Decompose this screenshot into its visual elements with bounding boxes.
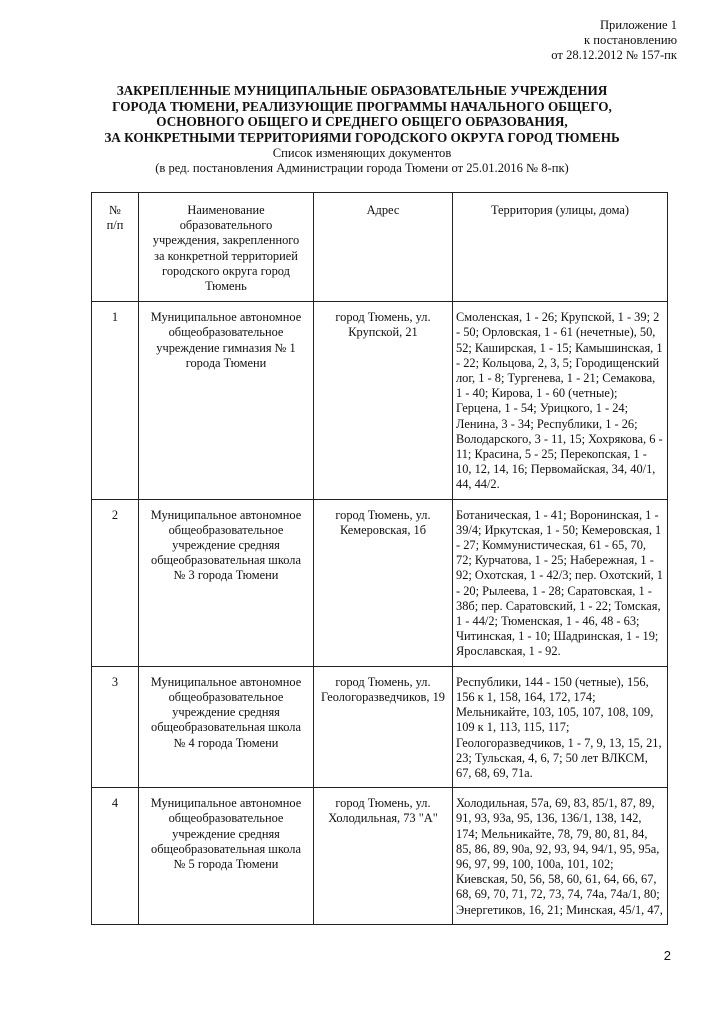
table-header-row (92, 193, 668, 302)
attachment-reference (551, 18, 677, 63)
row-address: город Тюмень, ул. Кемеровская, 1б (314, 499, 453, 666)
row-territory: Смоленская, 1 - 26; Крупской, 1 - 39; 2 - 50; Орловская, 1 - 61 (нечетные), 50, 52; Каширская, 1 - 15; Камышинская, 1 - 22; Кольцова, 2, 3, 5; Городищенский лог, 1 - 8; Тургенева, 1 - 21; Семакова, 1 - 40; Кирова, 1 - 60 (четные); Герцена, 1 - 54; Урицкого, 1 - 24; Ленина, 3 - 34; Республики, 1 - 26; Володарского, 3 - 11, 15; Хохрякова, 6 - 11; Красина, 5 - 25; Перекопская, 1 - 10, 12, 14, 16; Первомайская, 34, 40/1, 44, 44/2. (453, 302, 668, 499)
attachment-line-3: от 28.12.2012 № 157-пк (551, 48, 677, 62)
document-subtitle (0, 146, 724, 176)
title-line-2: ГОРОДА ТЮМЕНИ, РЕАЛИЗУЮЩИЕ ПРОГРАММЫ НАЧАЛЬНОГО ОБЩЕГО, (112, 98, 612, 114)
subtitle-line-2: (в ред. постановления Администрации города Тюмени от 25.01.2016 № 8-пк) (155, 161, 569, 175)
header-territory: Территория (улицы, дома) (453, 193, 668, 302)
row-num: 2 (92, 499, 139, 666)
row-name: Муниципальное автономное общеобразовательное учреждение гимназия № 1 города Тюмени (139, 302, 314, 499)
row-name: Муниципальное автономное общеобразовательное учреждение средняя общеобразовательная школа № 5 города Тюмени (139, 788, 314, 925)
header-num: № п/п (92, 193, 139, 302)
row-num: 1 (92, 302, 139, 499)
table-row (92, 499, 668, 666)
attachment-line-1: Приложение 1 (599, 18, 677, 32)
table-row (92, 302, 668, 499)
row-num: 4 (92, 788, 139, 925)
row-address: город Тюмень, ул. Холодильная, 73 "А" (314, 788, 453, 925)
row-name: Муниципальное автономное общеобразовательное учреждение средняя общеобразовательная школа № 4 города Тюмени (139, 666, 314, 787)
row-territory: Республики, 144 - 150 (четные), 156, 156 к 1, 158, 164, 172, 174; Мельникайте, 103, 105, 107, 108, 109, 109 к 1, 113, 115, 117; Геологоразведчиков, 1 - 7, 9, 13, 15, 21, 23; Тульская, 4, 6, 7; 50 лет ВЛКСМ, 67, 68, 69, 71а. (453, 666, 668, 787)
header-name: Наименование образовательного учреждения, закрепленного за конкретной территорией городского округа город Тюмень (139, 193, 314, 302)
title-line-4: ЗА КОНКРЕТНЫМИ ТЕРРИТОРИЯМИ ГОРОДСКОГО ОКРУГА ГОРОД ТЮМЕНЬ (104, 129, 620, 145)
title-line-1: ЗАКРЕПЛЕННЫЕ МУНИЦИПАЛЬНЫЕ ОБРАЗОВАТЕЛЬНЫЕ УЧРЕЖДЕНИЯ (116, 83, 608, 98)
title-line-3: ОСНОВНОГО ОБЩЕГО И СРЕДНЕГО ОБЩЕГО ОБРАЗОВАНИЯ, (156, 114, 568, 130)
header-address: Адрес (314, 193, 453, 302)
table-row (92, 788, 668, 925)
attachment-line-2: к постановлению (583, 33, 677, 47)
table-row (92, 666, 668, 787)
row-territory: Ботаническая, 1 - 41; Воронинская, 1 - 39/4; Иркутская, 1 - 50; Кемеровская, 1 - 27; Коммунистическая, 61 - 65, 70, 72; Курчатова, 1 - 25; Набережная, 1 - 92; Охотская, 1 - 42/3; пер. Охотский, 1 - 20; Рылеева, 1 - 28; Саратовская, 1 - 38б; пер. Саратовский, 1 - 22; Томская, 1 - 44/2; Тюменская, 1 - 46, 48 - 63; Читинская, 1 - 10; Шадринская, 1 - 19; Ярославская, 1 - 92. (453, 499, 668, 666)
document-title (0, 83, 724, 145)
row-name: Муниципальное автономное общеобразовательное учреждение средняя общеобразовательная школа № 3 города Тюмени (139, 499, 314, 666)
row-territory: Холодильная, 57а, 69, 83, 85/1, 87, 89, 91, 93, 93а, 95, 136, 136/1, 138, 142, 174; Мельникайте, 78, 79, 80, 81, 84, 85, 86, 89, 90а, 92, 93, 94, 94/1, 95, 95а, 96, 97, 99, 100, 100а, 101, 102; Киевская, 50, 56, 58, 60, 61, 64, 66, 67, 68, 69, 70, 71, 72, 73, 74, 74а, 74а/1, 80; Энергетиков, 16, 21; Минская, 45/1, 47, (453, 788, 668, 925)
page-number: 2 (663, 948, 671, 963)
row-address: город Тюмень, ул. Крупской, 21 (314, 302, 453, 499)
row-num: 3 (92, 666, 139, 787)
schools-table (91, 192, 668, 925)
subtitle-line-1: Список изменяющих документов (272, 146, 452, 160)
row-address: город Тюмень, ул. Геологоразведчиков, 19 (314, 666, 453, 787)
